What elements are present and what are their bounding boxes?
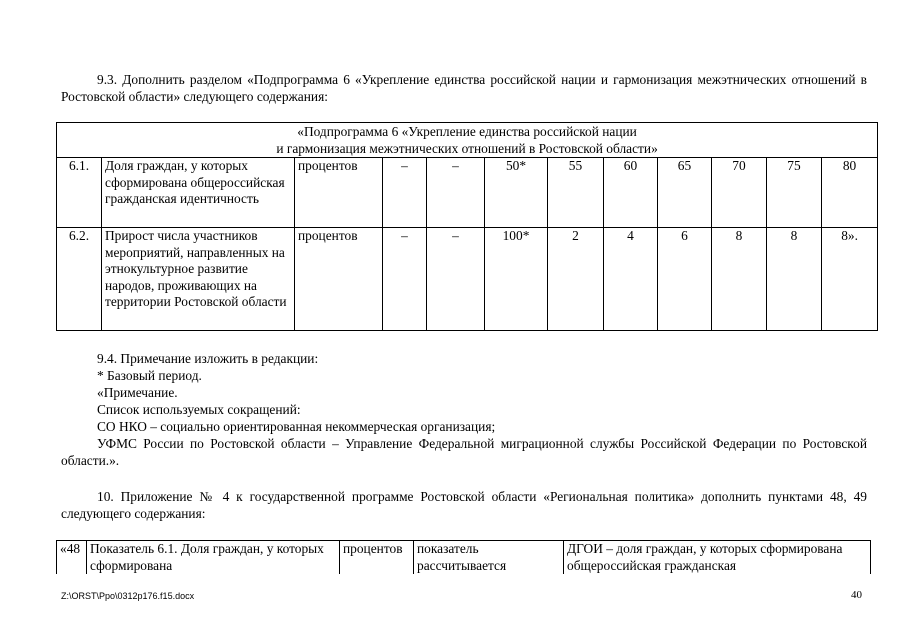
- row-cell: –: [427, 158, 485, 228]
- row-value: 8: [712, 228, 767, 331]
- row-cell: –: [383, 228, 427, 331]
- abbreviation-ufms: УФМС России по Ростовской области – Управление Федеральной миграционной службы Российской Федерации по Ростовской области.».: [61, 436, 867, 468]
- row-indicator-name: Прирост числа участников мероприятий, направленных на этнокультурное развитие народов, проживающих на территории Ростовской области: [102, 228, 295, 331]
- table-row: [57, 541, 871, 575]
- table-header-line-2: и гармонизация межэтнических отношений в Ростовской области»: [276, 140, 658, 156]
- row-value: 70: [712, 158, 767, 228]
- row-value: 6: [658, 228, 712, 331]
- abbreviation-nko: СО НКО – социально ориентированная некоммерческая организация;: [97, 419, 496, 434]
- abbreviations-title: Список используемых сокращений:: [97, 402, 301, 417]
- row-source: ДГОИ – доля граждан, у которых сформирована общероссийская гражданская: [564, 541, 871, 575]
- table-header-line-1: «Подпрограмма 6 «Укрепление единства российской нации: [297, 124, 637, 139]
- paragraph-10: 10. Приложение № 4 к государственной программе Ростовской области «Региональная политика» дополнить пунктами 48, 49 следующего содержания:: [61, 489, 867, 521]
- row-value: 80: [822, 158, 878, 228]
- file-path-footer: Z:\ORST\Ppo\0312p176.f15.docx: [61, 591, 195, 601]
- paragraph-9-4: 9.4. Примечание изложить в редакции:: [97, 351, 319, 366]
- appendix-4-table: [56, 540, 871, 574]
- table-row: [57, 158, 878, 228]
- row-calculation: показатель рассчитывается: [414, 541, 564, 575]
- paragraph-9-3: 9.3. Дополнить разделом «Подпрограмма 6 «Укрепление единства российской нации и гармонизация межэтнических отношений в Ростовской области» следующего содержания:: [61, 72, 867, 104]
- row-value: 2: [548, 228, 604, 331]
- row-cell: –: [383, 158, 427, 228]
- row-value: 75: [767, 158, 822, 228]
- row-cell: –: [427, 228, 485, 331]
- table-row: [57, 228, 878, 331]
- row-number: 6.1.: [57, 158, 102, 228]
- page-number: 40: [851, 589, 862, 601]
- row-value: 4: [604, 228, 658, 331]
- row-unit: процентов: [295, 158, 383, 228]
- row-value: 8».: [822, 228, 878, 331]
- row-value: 60: [604, 158, 658, 228]
- row-unit: процентов: [340, 541, 414, 575]
- note-heading: «Примечание.: [97, 385, 178, 400]
- table-header-row: [57, 123, 878, 158]
- row-cell: 100*: [485, 228, 548, 331]
- row-cell: 50*: [485, 158, 548, 228]
- row-number: 6.2.: [57, 228, 102, 331]
- base-period-note: * Базовый период.: [97, 368, 202, 383]
- table-header-cell: [57, 123, 878, 158]
- row-number: «48: [57, 541, 87, 575]
- row-indicator-name: Показатель 6.1. Доля граждан, у которых сформирована: [87, 541, 340, 575]
- row-value: 65: [658, 158, 712, 228]
- row-value: 8: [767, 228, 822, 331]
- row-unit: процентов: [295, 228, 383, 331]
- row-indicator-name: Доля граждан, у которых сформирована общероссийская гражданская идентичность: [102, 158, 295, 228]
- row-value: 55: [548, 158, 604, 228]
- subprogram-6-table: [56, 122, 878, 331]
